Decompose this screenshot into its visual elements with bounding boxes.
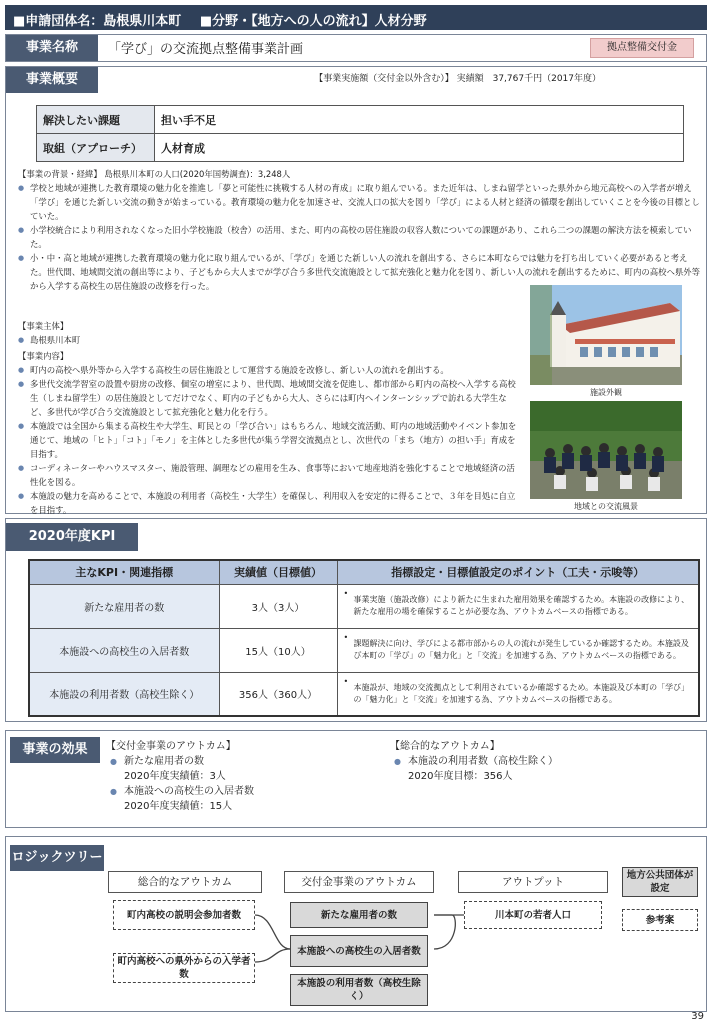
output-box: 川本町の若者人口 [464,901,602,929]
grant-outcome-value: 2020年度実績値：15人 [124,801,233,812]
grant-type-badge: 拠点整備交付金 [590,38,694,58]
content-item: ● 多世代交流学習室の設置や厨房の改修、個室の増室により、世代間、地域間交流を促進し、都市部から町内の高校へ入学する高校生（しまね留学生）の居住施設としてだけでなく、町内の子どもから大人、さらには町内へインターンシップで訪れる大学生など、多世代が学び合う交流施設として拡充強化と魅力化を行う。 [18,377,518,419]
content-item: ● コーディネーターやハウスマスター、施設管理、調理などの雇用を生み、食事等において地産地消を強化することで地域経済の活性化を図る。 [18,461,518,489]
kpi-row [29,672,699,716]
approach-value: 人材育成 [155,134,684,162]
general-outcome-heading: 【総合的なアウトカム】 [390,741,500,752]
background-heading: 【事業の背景・経緯】 島根県川本町の人口(2020年国勢調査)：3,248人 [18,169,291,179]
implementation-amount: 【事業実施額（交付金以外含む）】 実績額 37,767千円（2017年度） [314,74,601,84]
project-name-row [5,34,707,62]
entity-heading: 【事業主体】 [18,321,69,331]
grant-outcome-list [106,739,376,814]
content-block [18,349,518,517]
kpi-section [5,518,707,722]
kpi-value: 3人（3人） [219,584,337,628]
kpi-value: 356人（360人） [219,672,337,716]
legend-reference: 参考案 [622,909,698,931]
kpi-row [29,584,699,628]
photo2-caption: 地域との交流風景 [574,502,638,511]
overview-section-label: 事業概要 [6,67,98,93]
col-general-outcome: 総合的なアウトカム [108,871,262,893]
legend-local-government: 地方公共団体が設定 [622,867,698,897]
grant-outcome-heading: 【交付金事業のアウトカム】 [106,741,236,752]
general-outcome-list [390,739,690,784]
background-item: ● 小学校統合により利用されなくなった旧小学校施設（校舎）の活用、また、町内の高校の居住施設の収容人数についての課題があり、これら二つの課題の解決方法を模索していた。 [18,223,700,251]
kpi-col-header: 主なKPI・関連指標 [29,560,219,584]
kpi-table [28,559,700,717]
grant-outcome-box: 本施設への高校生の入居者数 [290,935,428,967]
photo1-caption: 施設外観 [590,388,622,397]
kpi-col-header: 指標設定・目標値設定のポイント（工夫・示唆等） [337,560,699,584]
kpi-value: 15人（10人） [219,628,337,672]
kpi-section-label: 2020年度KPI [6,523,138,551]
grant-outcome-box: 新たな雇用者の数 [290,902,428,928]
general-outcome-value: 2020年度目標：356人 [408,771,513,782]
effect-section [5,730,707,828]
overview-section [5,66,707,514]
project-section-label: 事業名称 [6,35,98,61]
grant-outcome-name: ● 新たな雇用者の数 [106,754,376,769]
effect-section-label: 事業の効果 [10,737,100,763]
col-grant-outcome: 交付金事業のアウトカム [284,871,434,893]
content-item: ● 町内の高校へ県外等から入学する高校生の居住施設として運営する施設を改修し、新しい人の流れを創出する。 [18,363,518,377]
logic-section-label: ロジックツリー [10,845,104,871]
grant-outcome-value: 2020年度実績値：3人 [124,771,226,782]
entity-block [18,319,518,347]
content-item: ● 本施設では全国から集まる高校生や大学生、町民との「学び合い」はもちろん、地域交流活動、町内の地域活動やイベント参加を通じて、地域の「ヒト」「コト」「モノ」を主体とした多世代が集う学習交流拠点とし、次世代の「まち（地方）の担い手」育成を目指す。 [18,419,518,461]
field-name: ■分野・【地方への人の流れ】人材分野 [199,14,427,29]
approach-label: 取組（アプローチ） [37,134,155,162]
general-outcome-box: 町内高校の説明会参加者数 [113,900,255,930]
header-band [5,5,707,30]
general-outcome-box: 町内高校への県外からの入学者数 [113,953,255,983]
kpi-point: • 課題解決に向け、学びによる都市部からの人の流れが発生しているか確認するため。本施設及び本町の「学び」の「魅力化」と「交流」を加速する為、アウトカムベースの指標である。 [337,628,699,672]
content-heading: 【事業内容】 [18,351,69,361]
grant-outcome-box: 本施設の利用者数（高校生除く） [290,974,428,1006]
applicant-name: ■申請団体名：島根県川本町 [13,14,182,29]
kpi-label: 本施設の利用者数（高校生除く） [29,672,219,716]
kpi-label: 新たな雇用者の数 [29,584,219,628]
issue-table [36,105,684,162]
kpi-col-header: 実績値（目標値） [219,560,337,584]
general-outcome-name: ● 本施設の利用者数（高校生除く） [390,754,690,769]
background-block [18,167,700,293]
community-exchange-photo [530,401,682,499]
grant-outcome-name: ● 本施設への高校生の入居者数 [106,784,376,799]
logic-tree-section [5,836,707,1012]
kpi-point: • 本施設が、地域の交流拠点として利用されているか確認するため。本施設及び本町の「学び」の「魅力化」と「交流」を加速する為、アウトカムベースの指標である。 [337,672,699,716]
facility-exterior-photo [530,285,682,385]
kpi-point: • 事業実施（施設改修）により新たに生まれた雇用効果を確認するため。本施設の改修により、新たな雇用の場を確保することが必要な為、アウトカムベースの指標である。 [337,584,699,628]
entity-item: ● 島根県川本町 [18,333,518,347]
project-title: 「学び」の交流拠点整備事業計画 [108,42,304,57]
content-item: ● 本施設の魅力を高めることで、本施設の利用者（高校生・大学生）を確保し、利用収入を安定的に得ることで、３年を目処に自立を目指す。 [18,489,518,517]
issue-label: 解決したい課題 [37,106,155,134]
col-output: アウトプット [458,871,608,893]
kpi-row [29,628,699,672]
kpi-label: 本施設への高校生の入居者数 [29,628,219,672]
page-number: 39 [691,1011,704,1022]
background-item: ● 学校と地域が連携した教育環境の魅力化を推進し「夢と可能性に挑戦する人材の育成」に取り組んでいる。また近年は、しまね留学といった県外から地元高校への入学者が増え「学び」を通じた新しい交流の動きが始まっている。教育環境の魅力化を加速させ、交流人口の拡大を図り「学び」による人材と経済の循環を創出していくことを今後の目標としていた。 [18,181,700,223]
background-item: ● 小・中・高と地域が連携した教育環境の魅力化に取り組んでいるが、「学び」を通じた新しい人の流れを創出する、さらに本町ならでは魅力を打ち出していく必要があると考えた。世代間、地域間交流の創出等により、子どもから大人までが学び合う多世代交流施設として拡充強化と魅力化を図り、新しい人の流れを創出するために、町内の高校へ県外等から入学する高校生の居住施設の改修を行った。 [18,251,700,293]
issue-value: 担い手不足 [155,106,684,134]
